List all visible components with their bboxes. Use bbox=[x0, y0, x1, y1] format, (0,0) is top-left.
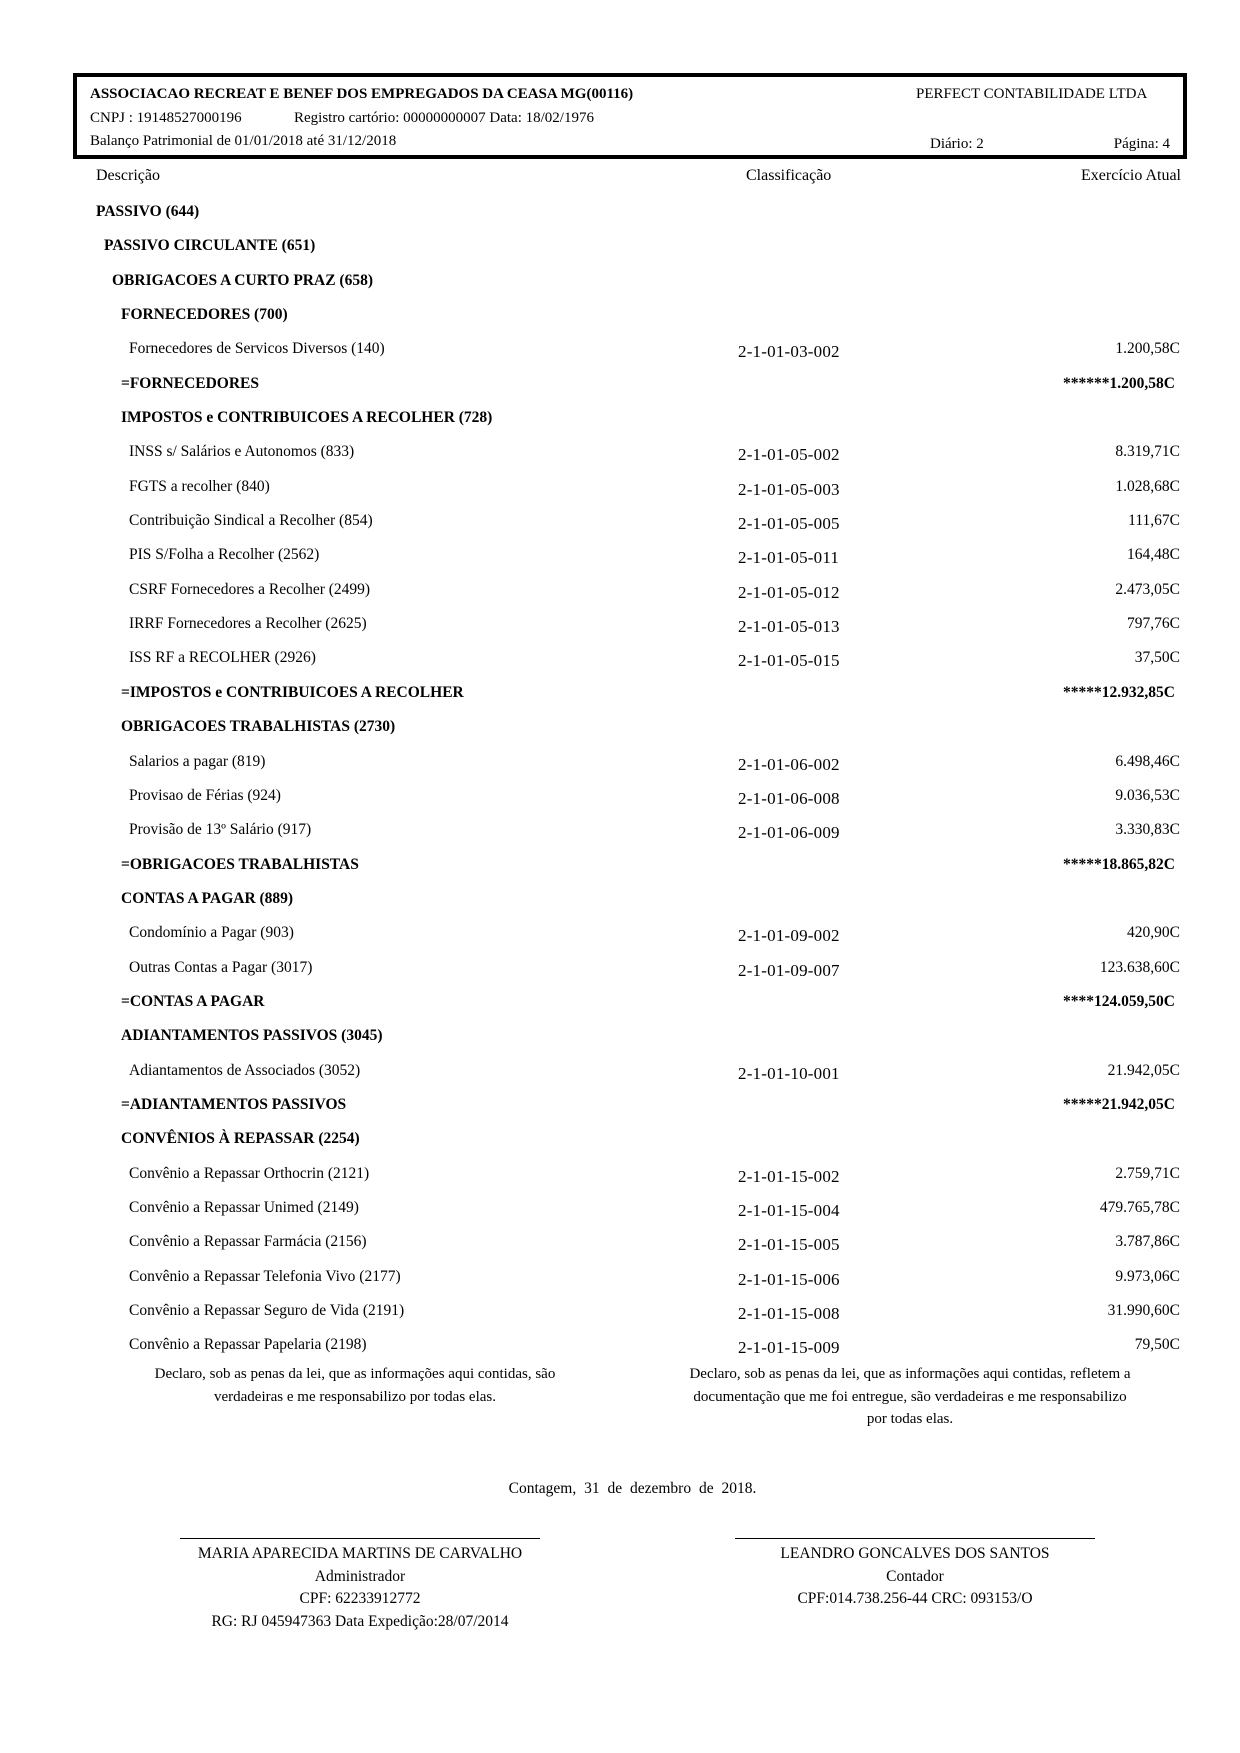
company-name: ASSOCIACAO RECREAT E BENEF DOS EMPREGADOS DA CEASA MG(00116) bbox=[90, 86, 634, 102]
account-value: 797,76C bbox=[1127, 615, 1180, 633]
account-value: 3.330,83C bbox=[1115, 821, 1180, 839]
administrator-declaration bbox=[95, 1363, 615, 1408]
account-group-row bbox=[0, 883, 1240, 917]
account-classification: 2-1-01-05-012 bbox=[738, 582, 840, 602]
account-classification: 2-1-01-05-013 bbox=[738, 617, 840, 637]
administrator-signature-block bbox=[160, 1538, 560, 1633]
page-number: Página: 4 bbox=[1113, 136, 1170, 152]
account-description: =ADIANTAMENTOS PASSIVOS bbox=[121, 1095, 347, 1113]
declaration-text: Declaro, sob as penas da lei, que as informações aqui contidas, são bbox=[154, 1366, 556, 1382]
account-row bbox=[0, 814, 1240, 848]
diario-number: Diário: 2 bbox=[930, 136, 984, 152]
account-row bbox=[0, 1055, 1240, 1089]
account-description: CSRF Fornecedores a Recolher (2499) bbox=[129, 580, 371, 598]
account-value: 479.765,78C bbox=[1099, 1198, 1180, 1216]
account-row bbox=[0, 505, 1240, 539]
column-header-classification: Classificação bbox=[746, 167, 832, 184]
account-value: *****21.942,05C bbox=[1063, 1095, 1175, 1113]
account-value: 2.759,71C bbox=[1115, 1164, 1180, 1182]
account-value: 9.036,53C bbox=[1115, 786, 1180, 804]
account-value: 420,90C bbox=[1127, 924, 1180, 942]
account-classification: 2-1-01-15-009 bbox=[738, 1338, 840, 1358]
account-classification: 2-1-01-05-002 bbox=[738, 445, 840, 465]
account-value: 6.498,46C bbox=[1115, 752, 1180, 770]
account-total-row bbox=[0, 368, 1240, 402]
account-description: FGTS a recolher (840) bbox=[129, 477, 270, 495]
declaration-text: verdadeiras e me responsabilizo por todas elas. bbox=[214, 1388, 496, 1405]
account-value: *****12.932,85C bbox=[1063, 683, 1175, 701]
account-value: 79,50C bbox=[1134, 1336, 1180, 1354]
account-group-row bbox=[0, 299, 1240, 333]
report-title: Balanço Patrimonial de 01/01/2018 até 31/12/2018 bbox=[90, 133, 397, 149]
account-classification: 2-1-01-05-015 bbox=[738, 651, 840, 671]
account-description: Fornecedores de Servicos Diversos (140) bbox=[129, 340, 385, 358]
signer-name: MARIA APARECIDA MARTINS DE CARVALHO bbox=[197, 1545, 523, 1562]
account-description: OBRIGACOES A CURTO PRAZ (658) bbox=[112, 271, 373, 289]
account-classification: 2-1-01-15-008 bbox=[738, 1304, 840, 1323]
registry-info: Registro cartório: 00000000007 Data: 18/02/1976 bbox=[294, 110, 594, 126]
account-row bbox=[0, 1295, 1240, 1329]
account-classification: 2-1-01-09-002 bbox=[738, 926, 840, 946]
account-description: Condomínio a Pagar (903) bbox=[129, 924, 294, 942]
account-value: 3.787,86C bbox=[1115, 1233, 1180, 1251]
signer-cpf: CPF: 62233912772 bbox=[299, 1590, 421, 1607]
account-row bbox=[0, 436, 1240, 470]
account-description: CONTAS A PAGAR (889) bbox=[121, 889, 294, 907]
account-value: ****124.059,50C bbox=[1063, 992, 1175, 1010]
signer-name: LEANDRO GONCALVES DOS SANTOS bbox=[780, 1545, 1050, 1562]
account-classification: 2-1-01-06-002 bbox=[738, 754, 840, 774]
declaration-text: documentação que me foi entregue, são verdadeiras e me responsabilizo bbox=[693, 1388, 1127, 1405]
account-description: Convênio a Repassar Papelaria (2198) bbox=[129, 1336, 367, 1354]
account-value: 164,48C bbox=[1127, 546, 1180, 564]
account-row bbox=[0, 1329, 1240, 1363]
account-description: Convênio a Repassar Orthocrin (2121) bbox=[129, 1164, 370, 1182]
account-description: ADIANTAMENTOS PASSIVOS (3045) bbox=[121, 1027, 383, 1045]
cnpj: CNPJ : 19148527000196 bbox=[90, 110, 242, 126]
signer-cpf-crc: CPF:014.738.256-44 CRC: 093153/O bbox=[797, 1590, 1033, 1607]
accountant-firm: PERFECT CONTABILIDADE LTDA bbox=[916, 86, 1148, 102]
account-description: Convênio a Repassar Unimed (2149) bbox=[129, 1198, 359, 1216]
place-and-date: Contagem, 31 de dezembro de 2018. bbox=[508, 1480, 757, 1497]
signature-line bbox=[180, 1538, 540, 1539]
account-value: 1.028,68C bbox=[1115, 477, 1180, 495]
declaration-text: Declaro, sob as penas da lei, que as informações aqui contidas, refletem a bbox=[689, 1366, 1131, 1382]
account-classification: 2-1-01-06-008 bbox=[738, 788, 840, 808]
accountant-signature-block bbox=[715, 1538, 1115, 1611]
account-row bbox=[0, 1192, 1240, 1226]
account-row bbox=[0, 917, 1240, 951]
account-description: =FORNECEDORES bbox=[121, 374, 260, 392]
account-group-row bbox=[0, 1020, 1240, 1054]
column-header-description: Descrição bbox=[96, 167, 160, 184]
account-value: 21.942,05C bbox=[1107, 1061, 1180, 1079]
account-classification: 2-1-01-09-007 bbox=[738, 960, 840, 980]
account-value: 31.990,60C bbox=[1107, 1302, 1180, 1319]
account-value: 111,67C bbox=[1128, 512, 1180, 530]
account-description: OBRIGACOES TRABALHISTAS (2730) bbox=[121, 718, 396, 736]
account-classification: 2-1-01-15-004 bbox=[738, 1200, 840, 1220]
column-header-current-year: Exercício Atual bbox=[1081, 167, 1181, 184]
account-classification: 2-1-01-15-005 bbox=[738, 1235, 840, 1255]
account-classification: 2-1-01-06-009 bbox=[738, 823, 840, 843]
account-description: CONVÊNIOS À REPASSAR (2254) bbox=[121, 1130, 360, 1148]
account-description: Provisão de 13º Salário (917) bbox=[129, 821, 312, 839]
signer-role: Administrador bbox=[314, 1567, 406, 1585]
declaration-text: por todas elas. bbox=[866, 1411, 954, 1427]
account-row bbox=[0, 642, 1240, 676]
account-row bbox=[0, 539, 1240, 573]
account-description: PIS S/Folha a Recolher (2562) bbox=[129, 546, 320, 564]
account-description: Salarios a pagar (819) bbox=[129, 752, 266, 770]
account-group-row bbox=[0, 1123, 1240, 1157]
account-group-row bbox=[0, 402, 1240, 436]
account-description: Contribuição Sindical a Recolher (854) bbox=[129, 512, 373, 530]
account-description: ISS RF a RECOLHER (2926) bbox=[129, 649, 316, 667]
report-header bbox=[73, 73, 1187, 159]
balance-sheet-rows bbox=[0, 196, 1240, 1364]
account-classification: 2-1-01-03-002 bbox=[738, 342, 840, 362]
account-description: =CONTAS A PAGAR bbox=[121, 992, 265, 1010]
account-total-row bbox=[0, 986, 1240, 1020]
account-description: Convênio a Repassar Seguro de Vida (2191) bbox=[129, 1302, 405, 1319]
accountant-declaration bbox=[640, 1363, 1180, 1431]
account-row bbox=[0, 746, 1240, 780]
account-row bbox=[0, 1158, 1240, 1192]
account-description: IMPOSTOS e CONTRIBUICOES A RECOLHER (728) bbox=[121, 409, 493, 427]
account-description: Convênio a Repassar Farmácia (2156) bbox=[129, 1233, 367, 1251]
signer-rg: RG: RJ 045947363 Data Expedição:28/07/2014 bbox=[211, 1612, 509, 1630]
account-description: INSS s/ Salários e Autonomos (833) bbox=[129, 443, 355, 461]
signature-line bbox=[735, 1538, 1095, 1539]
account-value: 9.973,06C bbox=[1115, 1267, 1180, 1285]
account-value: 2.473,05C bbox=[1115, 580, 1180, 598]
account-description: FORNECEDORES (700) bbox=[121, 306, 288, 324]
account-value: 37,50C bbox=[1134, 649, 1180, 667]
account-row bbox=[0, 574, 1240, 608]
account-row bbox=[0, 333, 1240, 367]
account-row bbox=[0, 1261, 1240, 1295]
account-value: 1.200,58C bbox=[1115, 340, 1180, 358]
account-classification: 2-1-01-05-003 bbox=[738, 479, 840, 499]
signer-role: Contador bbox=[886, 1567, 944, 1585]
account-total-row bbox=[0, 849, 1240, 883]
account-group-row bbox=[0, 265, 1240, 299]
account-description: PASSIVO CIRCULANTE (651) bbox=[104, 237, 316, 255]
account-classification: 2-1-01-05-005 bbox=[738, 514, 840, 534]
account-description: Convênio a Repassar Telefonia Vivo (2177) bbox=[129, 1267, 401, 1285]
account-description: IRRF Fornecedores a Recolher (2625) bbox=[129, 615, 367, 633]
account-group-row bbox=[0, 230, 1240, 264]
account-description: =OBRIGACOES TRABALHISTAS bbox=[121, 855, 359, 873]
account-value: ******1.200,58C bbox=[1063, 374, 1175, 392]
account-row bbox=[0, 780, 1240, 814]
account-row bbox=[0, 1226, 1240, 1260]
account-row bbox=[0, 608, 1240, 642]
account-value: 8.319,71C bbox=[1115, 443, 1180, 461]
account-description: Provisao de Férias (924) bbox=[129, 786, 281, 804]
account-classification: 2-1-01-15-006 bbox=[738, 1269, 840, 1289]
account-group-row bbox=[0, 196, 1240, 230]
account-classification: 2-1-01-10-001 bbox=[738, 1063, 840, 1083]
account-description: =IMPOSTOS e CONTRIBUICOES A RECOLHER bbox=[121, 683, 464, 701]
account-description: PASSIVO (644) bbox=[96, 203, 200, 220]
account-value: 123.638,60C bbox=[1099, 958, 1180, 976]
account-row bbox=[0, 952, 1240, 986]
account-value: *****18.865,82C bbox=[1063, 855, 1175, 873]
account-description: Adiantamentos de Associados (3052) bbox=[129, 1061, 361, 1079]
account-row bbox=[0, 471, 1240, 505]
account-total-row bbox=[0, 1089, 1240, 1123]
account-description: Outras Contas a Pagar (3017) bbox=[129, 958, 313, 976]
account-group-row bbox=[0, 711, 1240, 745]
account-total-row bbox=[0, 677, 1240, 711]
account-classification: 2-1-01-05-011 bbox=[738, 548, 840, 568]
account-classification: 2-1-01-15-002 bbox=[738, 1166, 840, 1186]
